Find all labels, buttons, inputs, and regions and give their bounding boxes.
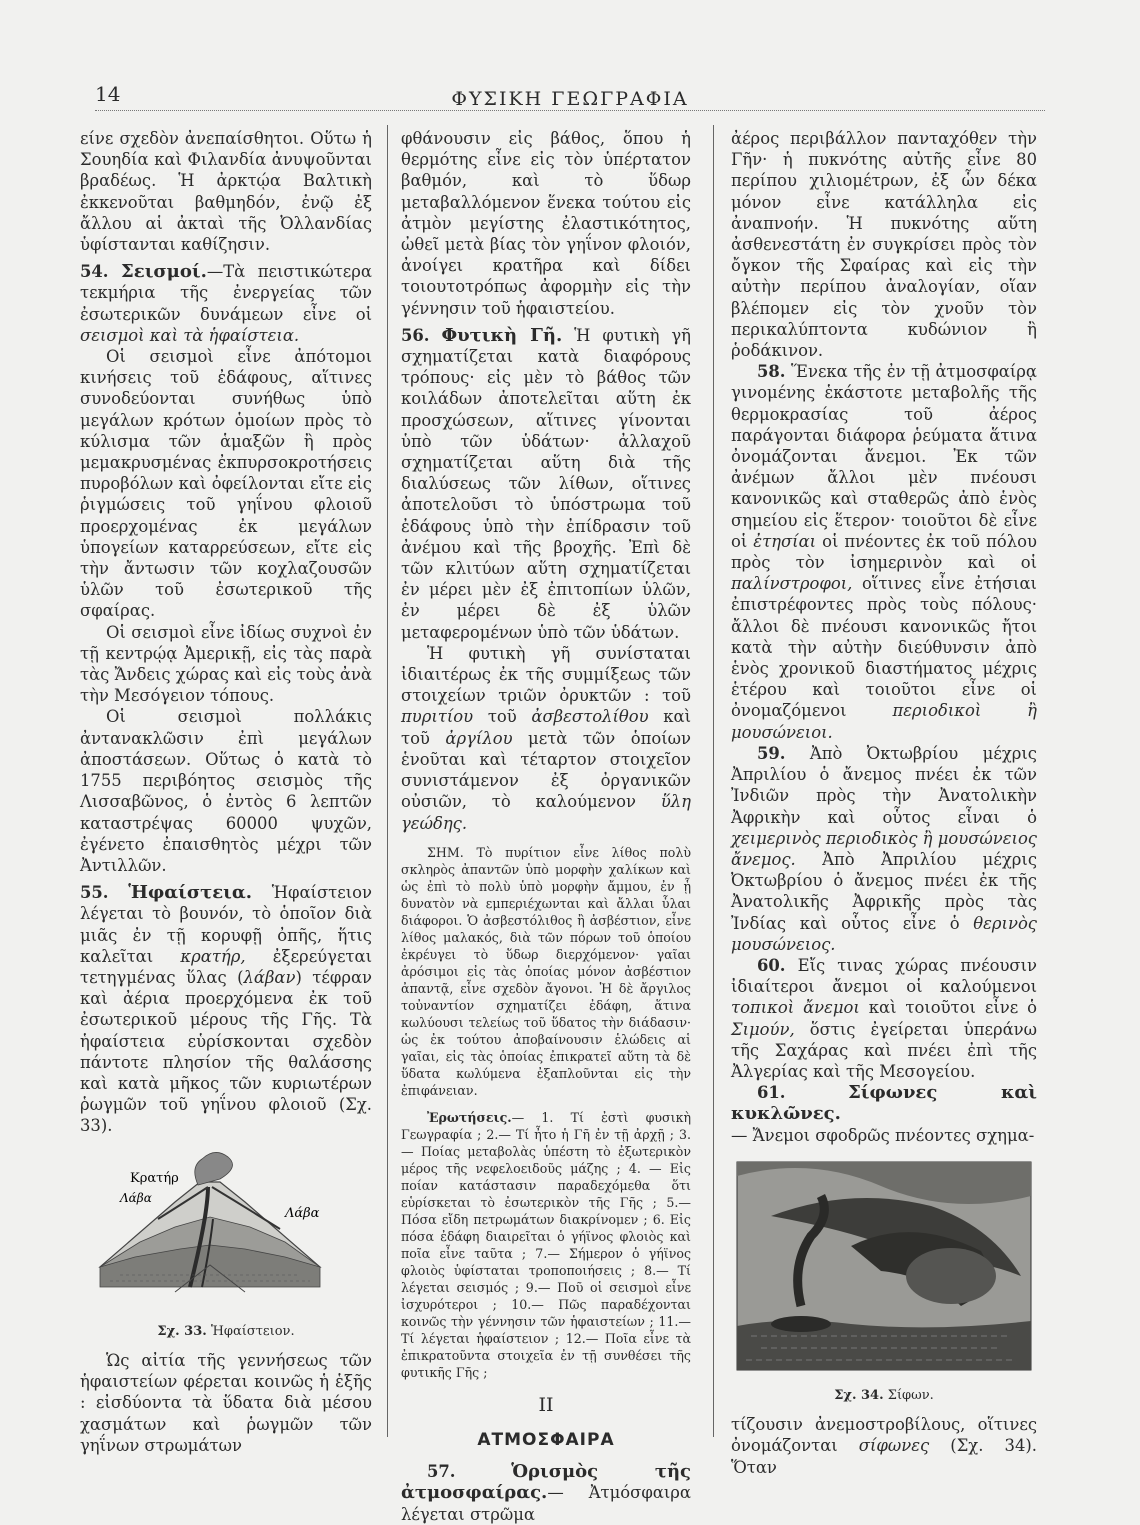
text: Ἀπὸ Ἀπριλίου μέχρις Ὀκτωβρίου ὁ ἄνεμος πνέει ἐκ τῆς Ἀνατολικῆς Ἀφρικῆς πρὸς τὰς Ἰνδίας καὶ οὗτος εἶνε ὁ xyxy=(731,849,1037,933)
paragraph-lisbon: Οἱ σεισμοὶ πολλάκις ἀντανακλῶσιν ἐπὶ μεγάλων ἀποστάσεων. Οὕτως ὁ κατὰ τὸ 1755 περιβόητος σεισμὸς τῆς Λισσαβῶνος, ὁ ἐντὸς 6 λεπτῶν καταστρέψας 60000 ψυχῶν, ἐγένετο ἐπαισθητὸς μέχρι τῶν Ἀντιλλῶν. xyxy=(80,707,372,875)
note-paragraph: ΣΗΜ. Τὸ πυρίτιον εἶνε λίθος πολὺ σκληρὸς ἀπαντῶν ὑπὸ μορφὴν χαλίκων καὶ ὡς ἐπὶ τὸ πολὺ ὑπὸ μορφὴν ἄμμου, ἐν ᾗ δυνατὸν νὰ εμπεριέχωνται καὶ ἄλλαι ὗλαι διάφοροι. Ὁ ἀσβεστόλιθος ἢ ἀσβέστιον, εἶνε λίθος μαλακός, διὰ τῶν πόρων τοῦ ὁποίου ἐκρέυγει τὸ ὕδωρ διερχόμενον· γαῖαι ἀρόσιμοι εἰς τὰς ὁποίας μόνον ἀσβέστιον ἀπαντᾷ, εἶνε σχεδὸν ἄγονοι. Ἡ δὲ ἄργιλος τοὐναντίον σχηματίζει ἐδάφη, ἅτινα κωλύουσι τελείως τοῦ ὕδατος τὴν διάδασιν· ὡς ἐκ τούτου ἀποβαίνουσιν ἑλώδεις αἱ γαῖαι, εἰς τὰς ὁποίας ἐπικρατεῖ αὕτη τὰ δὲ ὕδατα κωλύμενα ἐξαπλοῦνται εἰς τὴν ἐπιφάνειαν. xyxy=(401,844,691,1098)
paragraph-continued: φθάνουσιν εἰς βάθος, ὅπου ἡ θερμότης εἶνε εἰς τὸν ὑπέρτατον βαθμόν, καὶ τὸ ὕδωρ μεταβαλλόμενον ἕνεκα τούτου εἰς ἀτμὸν μεγίστης ἐλαστικότητος, ὠθεῖ μετὰ βίας τὸν γηΐνον φλοιόν, ἀνοίγει κρατῆρα καὶ δίδει τοιουτοτρόπως ἀφορμὴν εἰς τὴν γέννησιν τοῦ ἡφαιστείου. xyxy=(401,129,691,318)
text-italic: χειμερινὸς περιοδικὸς ἢ μουσώνειος ἄνεμος. xyxy=(731,828,1037,869)
page-number: 14 xyxy=(95,82,121,106)
figure-34-caption xyxy=(731,1385,1037,1406)
header-rule xyxy=(95,110,1045,111)
paragraph-soil-components xyxy=(401,643,691,834)
section-text: ) τέφραν καὶ ἀέρια προερχόμενα ἐκ τοῦ ἐσωτερικοῦ μέρους τῆς Γῆς. Τὰ ἡφαίστεια εὑρίσκονται σχεδὸν πάντοτε πλησίον τῆς θαλάσσης καὶ κατὰ μῆκος τῶν κυριωτέρων ῥωγμῶν τοῦ γηΐνου φλοιοῦ (Σχ. 33). xyxy=(80,967,372,1136)
paragraph-volcano-cause: Ὡς αἰτία τῆς γεννήσεως τῶν ἡφαιστείων φέρεται κοινῶς ἡ ἑξῆς : εἰσδύοντα τὰ ὕδατα διὰ μέσου χασμάτων καὶ ῥωγμῶν τῶν γηΐνων στρωμάτων xyxy=(80,1350,372,1455)
paragraph-intro: είνε σχεδὸν ἀνεπαίσθητοι. Οὕτω ἡ Σουηδία καὶ Φιλανδία ἀνυψοῦνται βραδέως. Ἡ ἀρκτῴα Βαλτικὴ ἐκκενοῦται βαθμηδόν, ἐνῷ ἐξ ἄλλου αἱ ἀκταὶ τῆς Ὀλλανδίας ὑφίστανται καθίζησιν. xyxy=(80,129,372,255)
text: τοῦ xyxy=(473,707,532,727)
section-title: Σίφωνες καὶ κυκλῶνες. xyxy=(731,1082,1037,1125)
text-italic: ἀργίλου xyxy=(445,728,513,748)
section-number: 55. xyxy=(80,883,109,903)
column-right xyxy=(731,128,1037,1478)
section-57 xyxy=(401,1461,691,1525)
section-number: 56. xyxy=(401,325,430,345)
label-lava-left: Λάβα xyxy=(120,1190,152,1205)
section-number: 60. xyxy=(757,955,786,975)
text-italic: Σιμούν, xyxy=(731,1019,795,1039)
section-text: Ἡφαίστειον λέγεται τὸ βουνόν, τὸ ὁποῖον διὰ μιᾶς ἐν τῇ κορυφῇ ὀπῆς, ἥτις καλεῖται xyxy=(80,883,372,966)
text: Ἕνεκα τῆς ἐν τῇ ἀτμοσφαίρᾳ γινομένης ἑκάστοτε μεταβολῆς τῆς θερμοκρασίας τοῦ ἀέρος παράγονται διάφορα ῥεύματα ἅτινα ὀνομάζονται ἄνεμοι. Ἐκ τῶν ἀνέμων ἄλλοι μὲν πνέουσι κανονικῶς καὶ σταθερῶς ἀπὸ ἑνὸς σημείου εἰς ἕτερον· τοιοῦτοι δὲ εἶνε οἱ xyxy=(731,362,1037,551)
text-italic: περιοδικοὶ ἢ μουσώνειοι. xyxy=(731,701,1037,742)
section-title: Ὁρισμὸς τῆς ἀτμοσφαίρας. xyxy=(401,1461,691,1504)
section-60 xyxy=(731,955,1037,1082)
waterspout-illustration xyxy=(731,1156,1037,1376)
section-text: —Τὰ πειστικώτερα τεκμήρια τῆς ἐνεργείας τῶν ἐσωτερικῶν δυνάμεων εἶνε οἱ xyxy=(80,262,372,324)
section-text-italic: λάβαν xyxy=(243,967,296,987)
questions-paragraph xyxy=(401,1109,691,1381)
section-number: 59. xyxy=(757,743,786,763)
text: οἱ πνέοντες ἐκ τοῦ πόλου πρὸς τὸν ἰσημερινὸν καὶ οἱ xyxy=(731,531,1037,573)
text-italic: σίφωνες xyxy=(858,1436,930,1456)
page-header xyxy=(95,82,1045,112)
section-text-italic: κρατήρ, xyxy=(180,946,246,966)
section-number: 54. xyxy=(80,262,109,282)
column-divider-left xyxy=(387,125,388,1437)
label-lava-right: Λάβα xyxy=(285,1205,320,1221)
column-middle xyxy=(401,128,691,1525)
caption-number: Σχ. 33. xyxy=(157,1323,207,1339)
paragraph-atmosphere: ἀέρος περιβάλλον πανταχόθεν τὴν Γῆν· ἡ πυκνότης αὐτῆς εἶνε 80 περίπου χιλιομέτρων, ἐξ ὧν δέκα μόνον εἶνε κατάλληλα εἰς ἀναπνοήν. Ἡ πυκνότης αὕτη ἀσθενεστάτη ἐν συγκρίσει πρὸς τὸν ὄγκον τῆς Σφαίρας καὶ εἰς τὴν αὐτὴν περίπου ἀναλογίαν, οἵαν βλέπομεν εἰς τὸν χνοῦν τὸν περικαλύπτοντα κυδώνιον ἢ ῥοδάκινον. xyxy=(731,129,1037,361)
part-number: II xyxy=(538,1393,554,1416)
section-number: 58. xyxy=(757,362,786,382)
questions-text: — 1. Τί ἐστὶ φυσικὴ Γεωγραφία ; 2.— Τί ἦτο ἡ Γῆ ἐν τῇ ἀρχῇ ; 3.— Ποίας μεταβολὰς ὑπέστη τὸ ἐξωτερικὸν μέρος τῆς νεφελοειδοῦς μάζης ; 4. — Εἰς ποίαν κατάστασιν παραδεχόμεθα ὅτι εὑρίσκεται τὸ ἐσωτερικὸν τῆς Γῆς ; 5.— Πόσα εἴδη πετρωμάτων διακρίνομεν ; 6. Εἰς πόσα ἐδάφη διαιρεῖται ὁ γήϊνος φλοιὸς καὶ ποῖα εἶνε ταῦτα ; 7.— Σήμερον ὁ γήϊνος φλοιὸς ὑφίσταται τροποποιήσεις ; 8.— Τί λέγεται σεισμός ; 9.— Ποῦ οἱ σεισμοὶ εἶνε ἰσχυρότεροι ; 10.— Πῶς παραδέχονται κοινῶς τὴν γέννησιν τῶν ἡφαιστείων ; 11.— Τί λέγεται ἡφαίστειον ; 12.— Ποῖα εἶνε τὰ ἐπικρατοῦντα στοιχεῖα ἐν τῇ συνθέσει τῆς φυτικῆς Γῆς ; xyxy=(401,1109,691,1380)
figure-33-caption xyxy=(80,1321,372,1342)
running-title: ΦΥΣΙΚΗ ΓΕΩΓΡΑΦΙΑ xyxy=(451,88,689,110)
text: Εἴς τινας χώρας πνέουσιν ἰδιαίτεροι ἄνεμοι οἱ καλούμενοι xyxy=(731,955,1037,997)
label-crater: Κρατήρ xyxy=(130,1170,179,1186)
text: μετὰ τῶν ὁποίων ἑνοῦται καὶ τέταρτον στοιχεῖον συνιστάμενον ἐξ ὀργανικῶν οὐσιῶν, τὸ καλούμενον xyxy=(401,728,691,812)
section-number: 61. xyxy=(757,1083,786,1103)
paragraph-siphons xyxy=(731,1414,1037,1478)
section-text: — Ἀτμόσφαιρα λέγεται στρῶμα xyxy=(401,1483,691,1524)
section-text: ἐξερεύγεται τετηγμένας ὕλας ( xyxy=(80,946,372,987)
text-italic: παλίνστροφοι, xyxy=(731,574,853,594)
section-55 xyxy=(80,882,372,1136)
text: τίζουσιν ἀνεμοστροβίλους, οἵτινες ὀνομάζονται xyxy=(731,1415,1037,1456)
section-title: Φυτικὴ Γῆ. xyxy=(441,324,563,346)
text: καὶ τοῦ xyxy=(401,707,691,748)
text: Ἀπὸ Ὀκτωβρίου μέχρις Ἀπριλίου ὁ ἄνεμος πνέει ἐκ τῶν Ἰνδιῶν πρὸς τὴν Ἀνατολικὴν Ἀφρικὴν καὶ οὗτος εἶναι ὁ xyxy=(731,743,1037,827)
text: ὅστις ἐγείρεται ὑπεράνω τῆς Σαχάρας καὶ πνέει ἐπὶ τῆς Ἀλγερίας καὶ τῆς Μεσογείου. xyxy=(731,1019,1037,1081)
section-58 xyxy=(731,361,1037,743)
caption-text: Ἡφαίστειον. xyxy=(210,1323,295,1339)
paragraph-earthquakes: Οἱ σεισμοὶ εἶνε ἀπότομοι κινήσεις τοῦ ἐδάφους, αἵτινες συνοδεύονται συνήθως ὑπὸ μεγάλων κρότων ὁμοίων πρὸς τὸ κύλισμα τῶν ἁμαξῶν ἢ πρὸς μεμακρυσμένας ἐκπυρσοκροτήσεις πυροβόλων καὶ ὀφείλονται εἴτε εἰς ῥιγμώσεις τοῦ γηΐνου φλοιοῦ προερχομένας ἐκ μεγάλων ὑπογείων καταρρεύσεων, εἴτε εἰς τὴν ἄντωσιν τῶν κοχλαζουσῶν ὑλῶν τοῦ ἐσωτερικοῦ τῆς σφαίρας. xyxy=(80,347,372,621)
text-italic: θερινὸς μουσώνειος. xyxy=(731,913,1037,954)
caption-text: Σίφων. xyxy=(887,1387,934,1403)
column-divider-right xyxy=(713,125,714,1437)
section-54 xyxy=(80,261,372,346)
section-title: Σεισμοί. xyxy=(121,261,207,283)
text-italic: ὕλη γεώδης. xyxy=(401,792,691,833)
text: Ἡ φυτικὴ γῆ συνίσταται ἰδιαιτέρως ἐκ τῆς συμμίξεως τῶν στοιχείων τριῶν ὀρυκτῶν : τοῦ xyxy=(401,643,691,706)
section-56 xyxy=(401,325,691,643)
section-number: 57. xyxy=(427,1462,456,1482)
text: (Σχ. 34). Ὅταν xyxy=(731,1436,1037,1477)
figure-33-volcano xyxy=(80,1147,372,1342)
text-italic: πυριτίου xyxy=(401,707,474,727)
section-title: Ἡφαίστεια. xyxy=(128,882,252,904)
text: καὶ τοιοῦτοι εἶνε ὁ xyxy=(859,998,1037,1018)
volcano-illustration xyxy=(80,1147,372,1312)
text-italic: τοπικοὶ ἄνεμοι xyxy=(731,998,860,1018)
column-left xyxy=(80,128,372,1456)
paragraph-earthquake-regions: Οἱ σεισμοὶ εἶνε ἰδίως συχνοὶ ἐν τῇ κεντρῴᾳ Ἀμερικῇ, εἰς τὰς παρὰ τὰς Ἄνδεις χώρας καὶ εἰς τοὺς ἀνὰ τὴν Μεσόγειον τόπους. xyxy=(80,622,372,706)
text-italic: ἐτησίαι xyxy=(753,531,817,551)
figure-34-waterspout xyxy=(731,1156,1037,1406)
section-61 xyxy=(731,1082,1037,1146)
section-59 xyxy=(731,743,1037,955)
caption-number: Σχ. 34. xyxy=(834,1387,884,1403)
section-text: Ἡ φυτικὴ γῆ σχηματίζεται κατὰ διαφόρους τρόπους· εἰς μὲν τὸ βάθος τῶν κοιλάδων ἀποτελεῖται αὕτη ἐκ προσχώσεων, αἵτινες γίνονται ὑπὸ τῶν ὑδάτων· ἀλλαχοῦ σχηματίζεται αὕτη διὰ τῆς διαλύσεως τῶν λίθων, οἵτινες ἀποτελοῦσι τὸ ὑπόστρωμα τοῦ ἐδάφους ὑπὸ τὴν ἐπίδρασιν τοῦ ἀνέμου καὶ τῆς βροχῆς. Ἐπὶ δὲ τῶν κλιτύων αὕτη σχηματίζεται ἐν μέρει μὲν ἐξ ἐπιτοπίων ὑλῶν, ἐν μέρει δὲ ἐξ ὑλῶν μεταφερομένων ὑπὸ τῶν ὑδάτων. xyxy=(401,325,691,642)
text: οἵτινες εἶνε ἐτήσιαι ἐπιστρέφοντες πρὸς τοὺς πόλους· ἄλλοι δὲ πνέουσι κανονικῶς ἤτοι κατὰ τὴν αὐτὴν διεύθυνσιν ἀπὸ ἑνὸς χρονικοῦ διαστήματος μέχρις ἑτέρου καὶ τοιοῦτοι εἶνε οἱ ὀνομαζόμενοι xyxy=(731,574,1037,721)
text-italic: ἀσβεστολίθου xyxy=(531,707,649,727)
section-text-italic: σεισμοὶ καὶ τὰ ἡφαίστεια. xyxy=(80,325,300,345)
part-title: ΑΤΜΟΣΦΑΙΡΑ xyxy=(477,1429,615,1450)
section-text: — Ἄνεμοι σφοδρῶς πνέοντες σχημα- xyxy=(731,1125,1035,1145)
questions-label: Ἐρωτήσεις. xyxy=(427,1109,512,1125)
